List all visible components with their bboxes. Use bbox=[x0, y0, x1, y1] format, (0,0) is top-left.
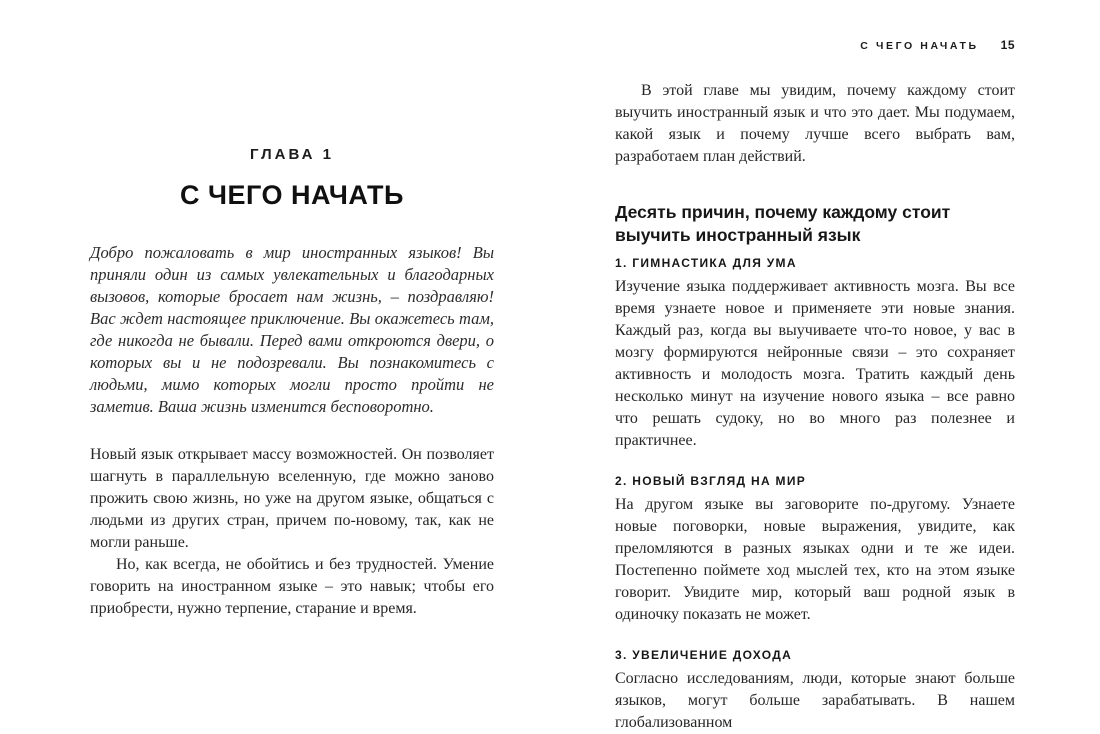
subsection-2 bbox=[615, 474, 1015, 626]
chapter-label: ГЛАВА 1 bbox=[250, 146, 334, 163]
subsection-heading: 3. УВЕЛИЧЕНИЕ ДОХОДА bbox=[615, 648, 793, 662]
chapter-title: С ЧЕГО НАЧАТЬ bbox=[180, 180, 404, 210]
subsection-3 bbox=[615, 648, 1015, 734]
subsection-heading: 1. ГИМНАСТИКА ДЛЯ УМА bbox=[615, 256, 797, 270]
body-paragraph: Новый язык открывает массу возможностей. Он позволяет шагнуть в параллельную вселенную, где можно заново прожить свою жизнь, но уже на другом языке, общаться с людьми из других стран, причем по-новому, так, как не могли раньше. bbox=[90, 446, 494, 551]
intro-paragraph: В этой главе мы увидим, почему каждому стоит выучить иностранный язык и что это дает. Мы подумаем, какой язык и почему лучше всего выбрать вам, разработаем план действий. bbox=[615, 82, 1015, 165]
subsection-text: Изучение языка поддерживает активность мозга. Вы все время узнаете новое и применяете эти новые знания. Каждый раз, когда вы выучиваете что-то новое, у вас в мозгу формируются нейронные связи – это сохраняет активность и молодость мозга. Тратить каждый день несколько минут на изучение нового языка – все равно что решать судоку, но во много раз полезнее и практичнее. bbox=[615, 278, 1015, 449]
page-number: 15 bbox=[1000, 38, 1015, 52]
subsection-heading: 2. НОВЫЙ ВЗГЛЯД НА МИР bbox=[615, 474, 807, 488]
section-heading: Десять причин, почему каждому стоит выучить иностранный язык bbox=[615, 202, 951, 245]
left-page bbox=[90, 146, 494, 620]
subsection-text: Согласно исследованиям, люди, которые знают больше языков, могут больше зарабатывать. В нашем глобализованном bbox=[615, 670, 1015, 731]
running-header bbox=[615, 38, 1015, 52]
right-page bbox=[615, 38, 1015, 734]
body-paragraph: Но, как всегда, не обойтись и без трудностей. Умение говорить на иностранном языке – это навык; чтобы его приобрести, нужно терпение, старание и время. bbox=[90, 556, 494, 617]
running-header-title: С ЧЕГО НАЧАТЬ bbox=[860, 40, 979, 52]
chapter-epigraph: Добро пожаловать в мир иностранных языков! Вы приняли один из самых увлекательных и благодарных вызовов, которые бросает нам жизнь, – поздравляю! Вас ждет настоящее приключение. Вы окажетесь там, где никогда не бывали. Перед вами откроются двери, о которых вы и не подозревали. Вы познакомитесь с людьми, мимо которых могли просто пройти не заметив. Ваша жизнь изменится бесповоротно. bbox=[90, 243, 494, 416]
subsection-1 bbox=[615, 256, 1015, 452]
left-page-body bbox=[90, 444, 494, 620]
subsection-text: На другом языке вы заговорите по-другому. Узнаете новые поговорки, новые выражения, увидите, как преломляются в разных языках одни и те же идеи. Постепенно поймете ход мыслей тех, кто на этом языке говорит. Увидите мир, который ваш родной язык в одиночку показать не может. bbox=[615, 496, 1015, 623]
